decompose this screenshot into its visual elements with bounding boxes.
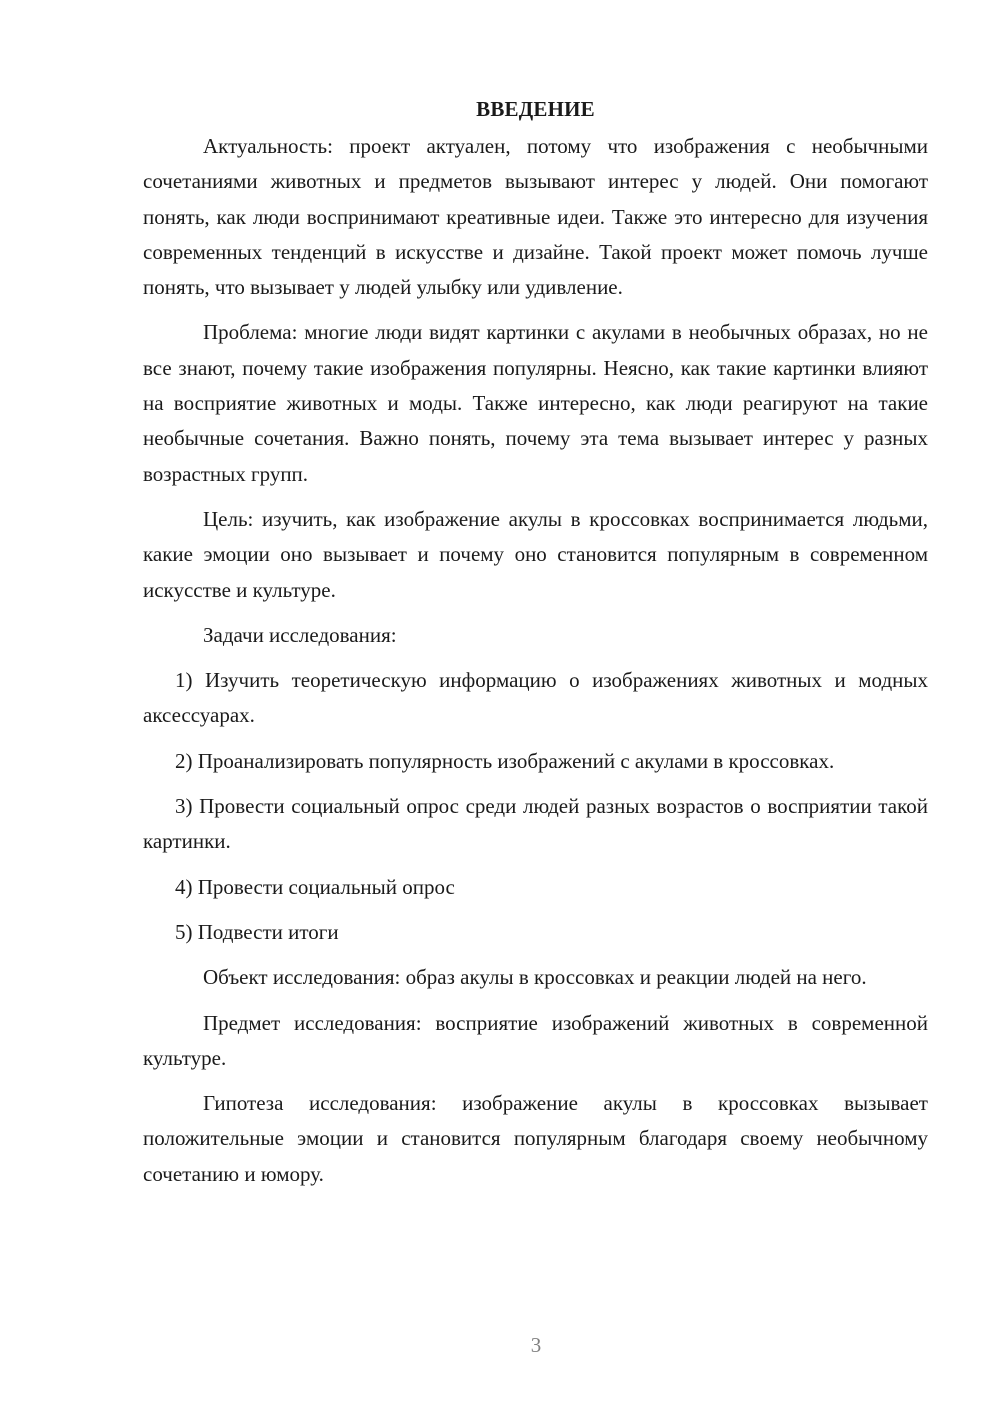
paragraph-relevance: Актуальность: проект актуален, потому что изображения с необычными сочетаниями животных и предметов вызывают интерес у людей. Они помогают понять, как люди воспринимают креативные идеи. Также это интересно для изучения современных тенденций в искусстве и дизайне. Такой проект может помочь лучше понять, что вызывает у людей улыбку или удивление. [143,134,928,300]
paragraph-problem: Проблема: многие люди видят картинки с акулами в необычных образах, но не все знают, почему такие изображения популярны. Неясно, как такие картинки влияют на восприятие животных и моды. Также интересно, как люди реагируют на такие необычные сочетания. Важно понять, почему эта тема вызывает интерес у разных возрастных групп. [143,320,928,486]
paragraph-goal: Цель: изучить, как изображение акулы в кроссовках воспринимается людьми, какие эмоции оно вызывает и почему оно становится популярным в современном искусстве и культуре. [143,506,928,602]
tasks-title: Задачи исследования: [203,622,397,647]
paragraph-object: Объект исследования: образ акулы в кроссовках и реакции людей на него. [203,965,867,990]
task-item-5: 5) Подвести итоги [175,919,339,944]
task-item-3: 3) Провести социальный опрос среди людей разных возрастов о восприятии такой картинки. [143,794,928,854]
document-page [143,92,928,1202]
task-item-1: 1) Изучить теоретическую информацию о изображениях животных и модных аксессуарах. [143,668,928,728]
task-item-4: 4) Провести социальный опрос [175,874,455,899]
task-item-2: 2) Проанализировать популярность изображений с акулами в кроссовках. [175,748,835,773]
section-heading: ВВЕДЕНИЕ [476,97,595,121]
paragraph-subject: Предмет исследования: восприятие изображений животных в современной культуре. [143,1010,928,1070]
paragraph-hypothesis: Гипотеза исследования: изображение акулы в кроссовках вызывает положительные эмоции и становится популярным благодаря своему необычному сочетанию и юмору. [143,1091,928,1186]
page-number: 3 [530,1333,542,1357]
